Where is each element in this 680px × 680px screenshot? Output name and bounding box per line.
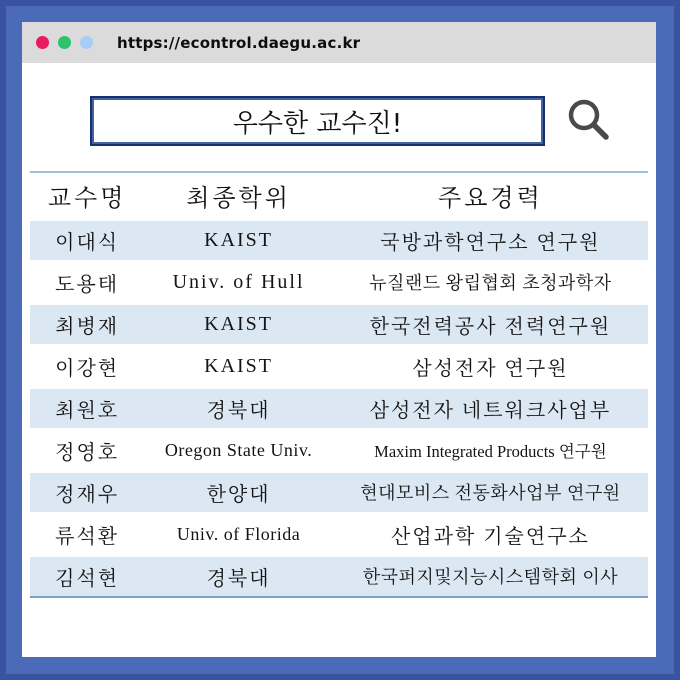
window-control-minimize[interactable] bbox=[58, 36, 71, 49]
header-final-degree: 최종학위 bbox=[186, 185, 291, 212]
faculty-table bbox=[30, 171, 648, 598]
search-button[interactable] bbox=[567, 98, 613, 144]
address-bar[interactable]: https://econtrol.daegu.ac.kr bbox=[117, 33, 361, 52]
table-row bbox=[30, 387, 648, 429]
magnifier-icon bbox=[567, 98, 613, 144]
table-row bbox=[30, 513, 648, 555]
table-cell: 이대식 bbox=[55, 231, 120, 254]
table-cell: 한국전력공사 전력연구원 bbox=[369, 315, 612, 338]
search-input[interactable] bbox=[99, 102, 536, 141]
table-cell: 이강현 bbox=[55, 357, 120, 380]
table-cell: Oregon State Univ. bbox=[164, 439, 313, 460]
table-cell: 삼성전자 연구원 bbox=[412, 357, 569, 380]
table-cell: 도용태 bbox=[55, 273, 120, 296]
table-cell: 경북대 bbox=[206, 399, 271, 422]
table-cell: 한양대 bbox=[206, 483, 271, 506]
table-row bbox=[30, 429, 648, 471]
table-cell: KAIST bbox=[204, 312, 274, 335]
table-row bbox=[30, 471, 648, 513]
table-cell: 류석환 bbox=[55, 525, 120, 548]
table-cell: Univ. of Florida bbox=[176, 523, 301, 544]
faculty-table-area bbox=[30, 171, 648, 598]
table-row bbox=[30, 345, 648, 387]
table-cell: 뉴질랜드 왕립협회 초청과학자 bbox=[369, 273, 612, 293]
search-area bbox=[22, 96, 656, 146]
table-cell: 삼성전자 네트워크사업부 bbox=[369, 399, 612, 422]
table-cell: 최병재 bbox=[55, 315, 120, 338]
table-cell: 정재우 bbox=[55, 483, 120, 506]
browser-window bbox=[22, 22, 656, 657]
table-cell: 한국퍼지및지능시스템학회 이사 bbox=[362, 567, 619, 588]
table-cell: Maxim Integrated Products 연구원 bbox=[374, 442, 607, 461]
table-cell: KAIST bbox=[204, 228, 274, 251]
table-row bbox=[30, 261, 648, 303]
table-row bbox=[30, 219, 648, 261]
table-cell: 정영호 bbox=[55, 441, 120, 464]
browser-titlebar bbox=[22, 22, 656, 63]
window-control-maximize[interactable] bbox=[80, 36, 93, 49]
table-header-row bbox=[30, 172, 648, 219]
table-cell: 최원호 bbox=[55, 399, 120, 422]
table-row bbox=[30, 555, 648, 597]
table-cell: 경북대 bbox=[206, 567, 271, 590]
table-cell: 김석현 bbox=[55, 567, 120, 590]
table-cell: 산업과학 기술연구소 bbox=[390, 525, 590, 548]
table-cell: Univ. of Hull bbox=[172, 270, 305, 293]
search-box bbox=[90, 96, 545, 146]
table-cell: KAIST bbox=[204, 354, 274, 377]
table-cell: 국방과학연구소 연구원 bbox=[380, 231, 601, 254]
header-major-career: 주요경력 bbox=[438, 185, 543, 212]
header-professor-name: 교수명 bbox=[47, 185, 127, 212]
table-row bbox=[30, 303, 648, 345]
window-control-close[interactable] bbox=[36, 36, 49, 49]
table-cell: 현대모비스 전동화사업부 연구원 bbox=[360, 483, 621, 503]
window-controls bbox=[36, 36, 93, 49]
